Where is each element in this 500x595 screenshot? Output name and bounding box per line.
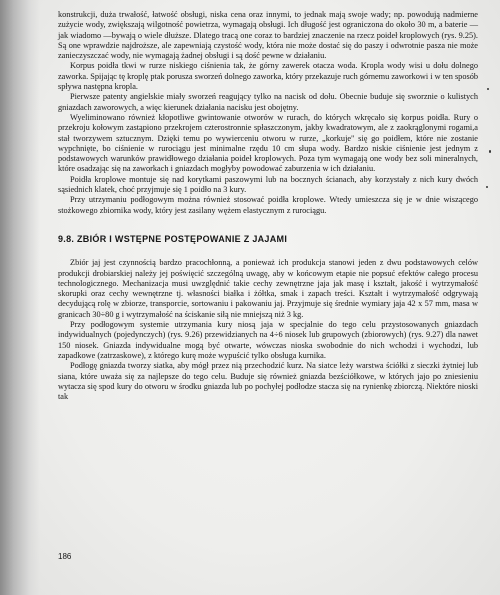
paragraph-6: Przy utrzymaniu podłogowym można również stosować poidła kroplowe. Wtedy umieszcza się je w dnie wiszącego stożkowego zbiornika wody, który jest zasilany wężem elastycznym z rurociągu.: [58, 195, 478, 215]
paragraph-5: Poidła kroplowe montuje się nad korytkami paszowymi lub na bocznych ścianach, aby korzystały z nich kury dwóch sąsiednich klatek, choć przyjmuje się 1 poidło na 3 kury.: [58, 174, 478, 195]
scan-speck: [489, 150, 491, 153]
paragraph-2: Korpus poidła tkwi w rurze niskiego ciśnienia tak, że górny zawerek otacza woda. Kropla wody wisi u dołu dolnego zaworka. Spijając tę kroplę ptak porusza sworzeń dolnego zaworka, który przekazuje ruch górnemu zaworkowi i w ten sposób spływa następna kropla.: [58, 61, 479, 92]
scan-speck: [487, 88, 489, 90]
paragraph-3: Pierwsze patenty angielskie miały sworzeń reagujący tylko na nacisk od dołu. Obecnie buduje się sworznie o kulistych gniazdach zaworowych, a więc kierunek działania nacisku jest obojętny.: [58, 92, 478, 112]
page-number: 186: [58, 552, 72, 561]
section-heading: 9.8. ZBIÓR I WSTĘPNE POSTĘPOWANIE Z JAJAMI: [58, 233, 288, 244]
paragraph-9: Podłogę gniazda tworzy siatka, aby mógł przez nią przechodzić kurz. Na siatce leży warstwa ściółki z sieczki żytniej lub siana, które uważa się za najlepsze do tego celu. Buduje się również gniazda bezściółkowe, w których jajo po zniesieniu wytacza się spod kury do otworu w środku gniazda lub po pochyłej podłodze stacza się na rynienkę zbiorczą. Niektóre nioski tak: [58, 361, 478, 402]
paragraph-4: Wyeliminowano również kłopotliwe gwintowanie otworów w rurach, do których wkręcało się korpus poidła. Rury o przekroju kołowym zastąpiono przekrojem czterostronnie spłaszczonym, jakby kwadratowym, ale z zaokrąglonymi rogami,a stał tworzywem sztucznym. Dzięki temu po wywierceniu otworu w rurze, „korkuje" się go poidłem, które nie zostanie wypchnięte, bo ciśnienie w rurociągu jest minimalne rzędu 10 cm słupa wody. Bardzo niskie ciśnienie jest jednym z podstawowych warunków prawidłowego działania poideł kroplowych. Poza tym wymagają one wody bez soli mineralnych, które osadzając się na zaworkach i gniazdach mogłyby powodować zaburzenia w ich działaniu.: [58, 112, 478, 174]
scan-speck: [486, 186, 488, 188]
paragraph-7: Zbiór jaj jest czynnością bardzo pracochłonną, a ponieważ ich produkcja stanowi jeden z dwu podstawowych celów produkcji drobiarskiej należy jej poświęcić szczególną uwagę, aby w końcowym etapie nie popsuć efektów całego procesu technologicznego. Mechanizacja musi uwzględnić takie cechy zewnętrzne jaja jak masę i kształt, jakość i wytrzymałość skorupki oraz cechy wewnętrzne tj. własności białka i żółtka, smak i zapach treści. Kształt i wytrzymałość odgrywają decydującą rolę w zbiorze, transporcie, sortowaniu i pakowaniu jaj. Przyjmuje się średnie wymiary jaja 42 x 57 mm, masa w granicach 30÷80 g i wytrzymałość na ściskanie siłą nie mniejszą niż 3 kg.: [58, 258, 478, 319]
paragraph-1: konstrukcji, duża trwałość, łatwość obsługi, niska cena oraz innymi, to jednak mają swoje wady; np. powodują nadmierne zużycie wody, zwiększają wilgotność powietrza, wymagają obsługi. Ich długość jest ograniczona do około 30 m, a baterie — jak wiadomo —bywają o wiele dłuższe. Dlatego tracą one coraz to bardziej znaczenie na rzecz poideł kroplowych (rys. 9.25). Są one wprawdzie najdroższe, ale zapewniają czystość wody, która nie może dostać się do paszy i odwrotnie pasza nie może zanieczyszczać wody, nie wymagają żadnej obsługi i są dość pewne w działaniu.: [58, 10, 478, 61]
page-text-body: [58, 10, 478, 402]
book-spine-shadow: [0, 0, 40, 595]
paragraph-8: Przy podłogowym systemie utrzymania kury niosą jaja w specjalnie do tego celu przystosowanych gniazdach indywidualnych (pojedynczych) (rys. 9.26) przewidzianych na 4÷6 niosek lub grupowych (zbiorowych) (rys. 9.27) dla nawet 150 niosek. Gniazda indywidualne mogą być otwarte, wówczas nioska swobodnie do nich wchodzi i wychodzi, lub zapadkowe (zatrzaskowe), z którego kurę może wypuścić tylko obsługa kurnika.: [58, 320, 478, 360]
